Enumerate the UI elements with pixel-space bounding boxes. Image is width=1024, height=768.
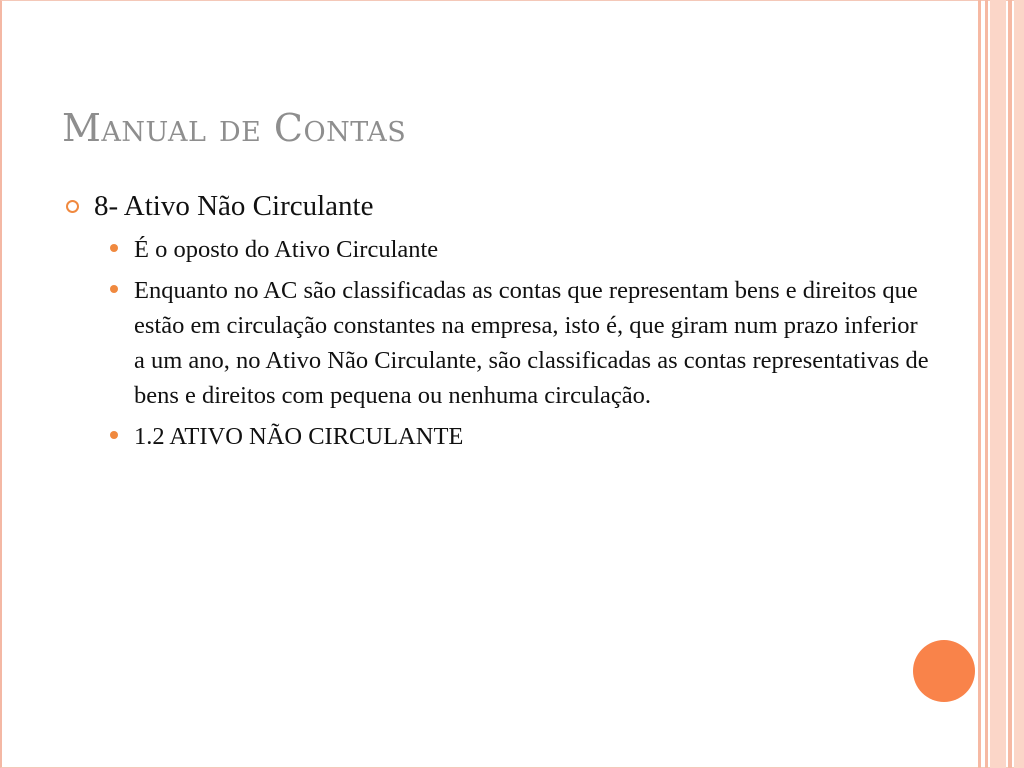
slide-body [62, 186, 932, 458]
bullet-level-1 [62, 186, 932, 226]
bullet-level-2 [62, 232, 932, 267]
decorative-stripe [1014, 0, 1024, 768]
bullet-text: 8- Ativo Não Circulante [94, 190, 374, 222]
dot-bullet-icon [110, 285, 118, 293]
bullet-text: É o oposto do Ativo Circulante [134, 236, 439, 263]
decorative-stripe [990, 0, 1006, 768]
bullet-level-2 [62, 419, 932, 454]
bullet-text: 1.2 ATIVO NÃO CIRCULANTE [134, 423, 464, 450]
dot-bullet-icon [110, 431, 118, 439]
bullet-text: Enquanto no AC são classificadas as contas que representam bens e direitos que estão em circulação constantes na empresa, isto é, que giram num prazo inferior a um ano, no Ativo Não Circulante, são classificadas as contas representativas de bens e direitos com pequena ou nenhuma circulação. [134, 277, 929, 409]
dot-bullet-icon [110, 244, 118, 252]
ring-bullet-icon [66, 200, 79, 213]
bullet-level-2 [62, 273, 932, 413]
decorative-stripe [1008, 0, 1012, 768]
decorative-circle [913, 640, 975, 702]
slide-title: Manual de Contas [62, 106, 407, 150]
decorative-stripe [978, 0, 981, 768]
decorative-stripe [985, 0, 988, 768]
